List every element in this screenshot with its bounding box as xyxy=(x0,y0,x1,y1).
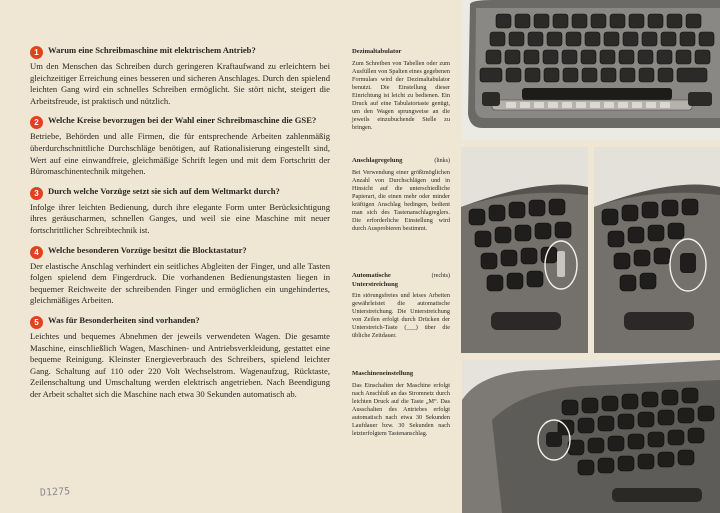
caption-text: Ein störungsfreies und leises Arbeiten gewährleistet die automatische Unterstreichung. Die Unterstreichung von Zeilen erfolgt durch Drücken der Unterstreich-Taste (___) über die übliche Zeitdauer. xyxy=(352,292,450,340)
faq-column xyxy=(30,44,330,407)
caption-text: Das Einschalten der Maschine erfolgt nach Anschluß an das Stromnetz durch leichten Druck auf die Taste „M“. Das Ausschalten des Antriebes erfolgt automatisch nach etwa 30 Sekunden Laufdauer bzw. 30 Sekunden nach letzterfolgtem Tastenanschlag. xyxy=(352,381,450,438)
caption-unterstreichung xyxy=(352,272,450,341)
photo-anschlagregelung xyxy=(461,147,588,353)
faq-item-3 xyxy=(30,185,330,237)
number-badge: 5 xyxy=(30,316,43,329)
caption-text: Bei Verwendung einer größtmöglichen Anzahl von Durchschlägen und in Hinsicht auf die unterschiedliche Papierart, die einen mehr oder minder kräftigen Anschlag bedingen, bedient man sich des Tastenanschlagreglers. Die erforderliche Einstellung wird durch Ausprobieren bestimmt. xyxy=(352,168,450,233)
answer-text: Der elastische Anschlag verhindert ein seitliches Abgleiten der Finger, und alle Tasten folgen spielend dem Fingerdruck. Die vorhandenen Bedienungstasten liegen in bequemer Reichweite der schreibenden Finger und ermöglichen ein ungehindertes, gleichmäßiges Arbeiten. xyxy=(30,260,330,306)
caption-title: Dezimaltabulator xyxy=(352,48,402,55)
number-badge: 3 xyxy=(30,187,43,200)
caption-title: Anschlagregelung xyxy=(352,157,403,164)
answer-text: Leichtes und bequemes Abnehmen der jeweils verwendeten Wagen. Die gesamte Maschine, einschließlich Wagen, Maschinen- und Antriebsverkleidung, gestattet eine bequeme Reinigung. Kleinster Energieverbrauch des Schreibers, spielend leichter Gang. Schaltung auf 110 oder 220 Volt Wechselstrom. Wagenaufzug, Rücktaste, Zeilenschaltung und Umschaltung werden elektrisch angetrieben. Nach Beendigung der Arbeit schaltet sich die Maschine nach etwa 30 Sekunden automatisch ab. xyxy=(30,330,330,399)
caption-tag: (links) xyxy=(434,158,450,164)
machine-illustration xyxy=(462,360,720,513)
answer-text: Um den Menschen das Schreiben durch geringeren Kraftaufwand zu erleichtern bei gleichzeitiger Erreichung eines besseren und sicheren Anschlages. Durch den spielend leichten Gang wird ein schnelles Schreiben ermöglicht. Sie stört nicht, steigert die Arbeitsfreude, ist praktisch und nützlich. xyxy=(30,61,330,106)
photo-unterstreichung xyxy=(594,147,720,353)
caption-tag: (rechts) xyxy=(431,273,450,279)
faq-item-1 xyxy=(30,44,330,107)
photo-maschineneinstellung xyxy=(462,360,720,513)
caption-dezimaltabulator xyxy=(352,48,450,132)
number-badge: 1 xyxy=(30,46,43,59)
archive-handwritten-note: D1275 xyxy=(39,486,71,499)
caption-title: Maschineneinstellung xyxy=(352,370,414,377)
question-heading: Durch welche Vorzüge setzt sie sich auf dem Weltmarkt durch? xyxy=(48,185,280,196)
answer-text: Betriebe, Behörden und alle Firmen, die für entsprechende Arbeiten zahlenmäßig überdurchschnittliche Durchschläge benötigen, auf Rationalisierung eingestellt sind, Wert auf eine einwandfreie, gleichmäßige Schrift legen und mit dem Fortschritt der Büromaschinentechnik mitgehen. xyxy=(30,131,330,177)
keyboard-illustration xyxy=(462,0,720,140)
question-heading: Welche Kreise bevorzugen bei der Wahl einer Schreibmaschine die GSE? xyxy=(48,115,317,126)
question-heading: Was für Besonderheiten sind vorhanden? xyxy=(48,314,200,325)
caption-anschlagregelung xyxy=(352,157,450,233)
faq-item-2 xyxy=(30,114,330,177)
faq-item-5 xyxy=(30,314,330,401)
question-heading: Welche besonderen Vorzüge besitzt die Blocktastatur? xyxy=(48,244,247,255)
answer-text: Infolge ihrer leichten Bedienung, durch ihre elegante Form unter Berücksichtigung ihres geräuscharmen, schnellen Ganges, und weil sie eine Maschine mit neuer fortschrittlicher Schreibtechnik ist. xyxy=(30,201,330,235)
faq-item-4 xyxy=(30,244,330,307)
keyboard-detail-illustration xyxy=(594,147,720,353)
caption-maschineneinstellung xyxy=(352,370,450,438)
photo-keyboard-tabulator xyxy=(462,0,720,140)
question-heading: Warum eine Schreibmaschine mit elektrischem Antrieb? xyxy=(48,45,256,55)
caption-title: Automatische Unterstreichung xyxy=(352,272,399,288)
caption-text: Zum Schreiben von Tabellen oder zum Ausfüllen von Spalten eines gegebenen Formulars wird der Dezimaltabulator benutzt. Die Einstellung dieser Einrichtung ist leicht zu bedienen. Ein Druck auf eine Tabulatortaste genügt, um den Wagen sprungweise an die jeweils einzubuchende Stelle zu bringen. xyxy=(352,59,450,132)
number-badge: 2 xyxy=(30,116,43,129)
keyboard-detail-illustration xyxy=(461,147,588,353)
number-badge: 4 xyxy=(30,246,43,259)
